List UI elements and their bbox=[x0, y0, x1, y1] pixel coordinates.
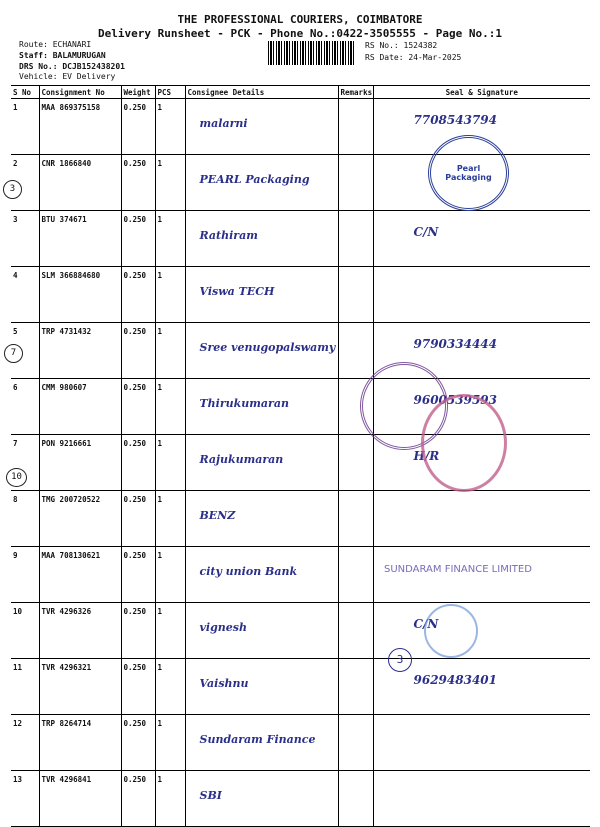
row-consignment: SLM 366884680 bbox=[39, 267, 121, 323]
table-row bbox=[11, 771, 590, 827]
row-weight: 0.250 bbox=[121, 323, 155, 379]
row-sno: 10 bbox=[11, 603, 39, 659]
row-consignment: BTU 374671 bbox=[39, 211, 121, 267]
row-remarks bbox=[338, 323, 373, 379]
row-consignee: Sree venugopalswamy bbox=[185, 323, 338, 379]
row-sno: 6 bbox=[11, 379, 39, 435]
circle-annotation: 7 bbox=[4, 344, 23, 363]
row-sno: 11 bbox=[11, 659, 39, 715]
row-signature: C/N bbox=[373, 603, 590, 659]
route-label: Route: ECHANARI bbox=[19, 40, 92, 49]
table-row bbox=[11, 323, 590, 379]
table-row bbox=[11, 267, 590, 323]
table-row bbox=[11, 659, 590, 715]
barcode bbox=[268, 41, 356, 65]
table-header-row bbox=[11, 86, 590, 99]
row-pcs: 1 bbox=[155, 379, 185, 435]
row-weight: 0.250 bbox=[121, 491, 155, 547]
row-signature: 7708543794 bbox=[373, 99, 590, 155]
row-sno: 13 bbox=[11, 771, 39, 827]
row-consignment: TRP 4731432 bbox=[39, 323, 121, 379]
row-signature: 9790334444 bbox=[373, 323, 590, 379]
row-signature: C/N bbox=[373, 211, 590, 267]
row-consignment: TVR 4296321 bbox=[39, 659, 121, 715]
row-consignment: TMG 200720522 bbox=[39, 491, 121, 547]
company-title: THE PROFESSIONAL COURIERS, COIMBATORE bbox=[177, 13, 423, 26]
row-signature bbox=[373, 267, 590, 323]
drs-label: DRS No.: DCJB152438201 bbox=[19, 62, 125, 71]
sundaram-stamp-text: SUNDARAM FINANCE LIMITED bbox=[384, 564, 532, 575]
row-sno: 9 bbox=[11, 547, 39, 603]
row-sno: 7 bbox=[11, 435, 39, 491]
row-consignment: CNR 1866840 bbox=[39, 155, 121, 211]
table-row bbox=[11, 99, 590, 155]
runsheet-title: Delivery Runsheet - PCK - Phone No.:0422-3505555 - Page No.:1 bbox=[98, 27, 502, 40]
row-signature bbox=[373, 771, 590, 827]
row-sno: 1 bbox=[11, 99, 39, 155]
row-pcs: 1 bbox=[155, 267, 185, 323]
row-consignment: PON 9216661 bbox=[39, 435, 121, 491]
row-remarks bbox=[338, 211, 373, 267]
row-signature: H/R bbox=[373, 435, 590, 491]
col-consignee: Consignee Details bbox=[185, 86, 338, 99]
row-consignee: SBI bbox=[185, 771, 338, 827]
row-sno: 2 bbox=[11, 155, 39, 211]
row-signature: 9600539593 bbox=[373, 379, 590, 435]
row-consignment: CMM 980607 bbox=[39, 379, 121, 435]
row-weight: 0.250 bbox=[121, 155, 155, 211]
row-signature: 9629483401 bbox=[373, 659, 590, 715]
row-remarks bbox=[338, 491, 373, 547]
round-seal-stamp bbox=[424, 604, 478, 658]
row-weight: 0.250 bbox=[121, 211, 155, 267]
row-consignee: PEARL Packaging bbox=[185, 155, 338, 211]
row-consignee: Vaishnu bbox=[185, 659, 338, 715]
row-signature bbox=[373, 491, 590, 547]
row-pcs: 1 bbox=[155, 323, 185, 379]
row-pcs: 1 bbox=[155, 435, 185, 491]
row-pcs: 1 bbox=[155, 659, 185, 715]
row-consignee: Rajukumaran bbox=[185, 435, 338, 491]
row-consignment: MAA 869375158 bbox=[39, 99, 121, 155]
row-remarks bbox=[338, 435, 373, 491]
col-sno: S No bbox=[11, 86, 39, 99]
row-weight: 0.250 bbox=[121, 659, 155, 715]
row-weight: 0.250 bbox=[121, 771, 155, 827]
row-remarks bbox=[338, 547, 373, 603]
row-consignee: Thirukumaran bbox=[185, 379, 338, 435]
row-consignee: vignesh bbox=[185, 603, 338, 659]
row-pcs: 1 bbox=[155, 715, 185, 771]
row-weight: 0.250 bbox=[121, 99, 155, 155]
row-remarks bbox=[338, 155, 373, 211]
row-consignee: BENZ bbox=[185, 491, 338, 547]
row-weight: 0.250 bbox=[121, 267, 155, 323]
row-pcs: 1 bbox=[155, 771, 185, 827]
pearl-seal-stamp bbox=[428, 135, 509, 211]
row-sno: 12 bbox=[11, 715, 39, 771]
vehicle-label: Vehicle: EV Delivery bbox=[19, 72, 116, 81]
row-consignee: city union Bank bbox=[185, 547, 338, 603]
row-remarks bbox=[338, 771, 373, 827]
row-sno: 3 bbox=[11, 211, 39, 267]
row-consignee: Viswa TECH bbox=[185, 267, 338, 323]
col-remarks: Remarks bbox=[338, 86, 373, 99]
row-weight: 0.250 bbox=[121, 715, 155, 771]
row-pcs: 1 bbox=[155, 603, 185, 659]
row-sno: 5 bbox=[11, 323, 39, 379]
row-weight: 0.250 bbox=[121, 603, 155, 659]
table-row bbox=[11, 715, 590, 771]
row-pcs: 1 bbox=[155, 155, 185, 211]
row-remarks bbox=[338, 715, 373, 771]
row-consignee: malarni bbox=[185, 99, 338, 155]
row-pcs: 1 bbox=[155, 491, 185, 547]
col-pcs: PCS bbox=[155, 86, 185, 99]
staff-label: Staff: BALAMURUGAN bbox=[19, 51, 106, 60]
row-sno: 8 bbox=[11, 491, 39, 547]
table-row bbox=[11, 211, 590, 267]
col-consignment: Consignment No bbox=[39, 86, 121, 99]
row-consignment: TVR 4296326 bbox=[39, 603, 121, 659]
rs-date: RS Date: 24-Mar-2025 bbox=[365, 53, 462, 62]
row-remarks bbox=[338, 603, 373, 659]
row-sno: 4 bbox=[11, 267, 39, 323]
row-pcs: 1 bbox=[155, 99, 185, 155]
stamp-text: Pearl Packaging bbox=[445, 164, 492, 182]
row-pcs: 1 bbox=[155, 211, 185, 267]
row-consignment: MAA 708130621 bbox=[39, 547, 121, 603]
row-remarks bbox=[338, 267, 373, 323]
row-consignee: Sundaram Finance bbox=[185, 715, 338, 771]
row-consignment: TRP 8264714 bbox=[39, 715, 121, 771]
row-weight: 0.250 bbox=[121, 547, 155, 603]
col-weight: Weight bbox=[121, 86, 155, 99]
row-remarks bbox=[338, 99, 373, 155]
rs-number: RS No.: 1524382 bbox=[365, 41, 438, 50]
circle-annotation: 3 bbox=[3, 180, 22, 199]
row-consignee: Rathiram bbox=[185, 211, 338, 267]
table-row bbox=[11, 603, 590, 659]
circle-annotation: 3 bbox=[388, 648, 412, 672]
row-consignment: TVR 4296841 bbox=[39, 771, 121, 827]
row-signature bbox=[373, 715, 590, 771]
row-pcs: 1 bbox=[155, 547, 185, 603]
row-weight: 0.250 bbox=[121, 435, 155, 491]
circle-annotation: 10 bbox=[6, 468, 27, 487]
col-signature: Seal & Signature bbox=[373, 86, 590, 99]
row-remarks bbox=[338, 659, 373, 715]
row-weight: 0.250 bbox=[121, 379, 155, 435]
table-row bbox=[11, 491, 590, 547]
bank-seal-stamp bbox=[421, 394, 507, 492]
